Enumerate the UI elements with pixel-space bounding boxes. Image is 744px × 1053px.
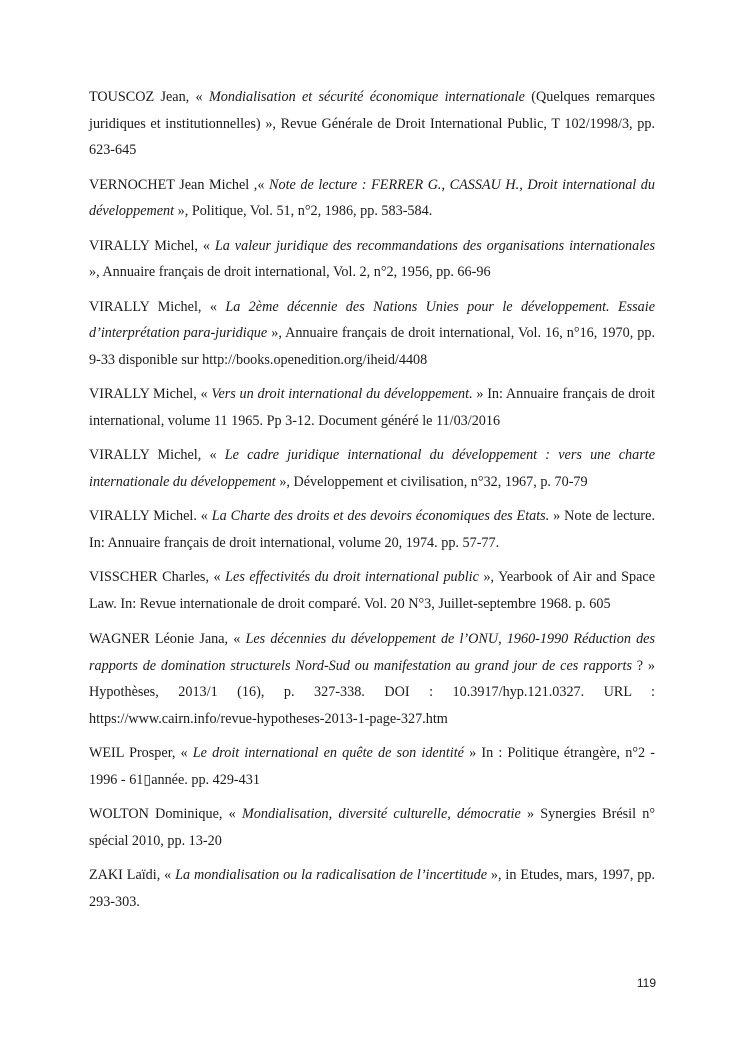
bibliography-entry [89,294,655,374]
entry-title: Les effectivités du droit international public [225,569,479,585]
entry-title: Vers un droit international du développement. [211,386,473,402]
entry-author: VIRALLY Michel, « [89,298,226,315]
entry-details: », in Etudes, mars, 1997, pp. 293-303. [89,867,655,910]
entry-details: », Annuaire français de droit international, Vol. 16, n°16, 1970, pp. 9-33 disponible sur http://books.openedition.org/iheid/4408 [89,325,655,368]
entry-author: WEIL Prosper, « [89,745,193,761]
entry-author: WAGNER Léonie Jana, « [89,631,246,647]
entry-author: WOLTON Dominique, « [89,806,242,822]
entry-details: », Annuaire français de droit international, Vol. 2, n°2, 1956, pp. 66-96 [89,264,491,280]
entry-title: Les décennies du développement de l’ONU, 1960-1990 Réduction des rapports de domination structurels Nord-Sud ou manifestation au grand jour de ces rapports [89,631,655,674]
bibliography-entry [89,172,655,225]
page-number: 119 [636,976,656,990]
entry-author: VIRALLY Michel. « [89,508,212,524]
entry-title: Mondialisation et sécurité économique internationale [208,89,525,105]
entry-title: Mondialisation, diversité culturelle, démocratie [241,806,521,822]
entry-details: » Note de lecture. In: Annuaire français de droit international, volume 20, 1974. pp. 57-77. [89,508,656,551]
bibliography-list [89,84,655,923]
entry-details: (Quelques remarques juridiques et institutionnelles) », Revue Générale de Droit International Public, T 102/1998/3, pp. 623-645 [89,89,655,158]
entry-title: Le droit international en quête de son identité [192,745,464,761]
entry-details: », Politique, Vol. 51, n°2, 1986, pp. 583-584. [174,203,433,219]
entry-title: La valeur juridique des recommandations des organisations internationales [214,237,655,254]
entry-author: TOUSCOZ Jean, « [89,89,209,105]
entry-title: La mondialisation ou la radicalisation de l’incertitude [175,867,487,883]
entry-author: VIRALLY Michel, « [89,237,215,254]
entry-details: » In: Annuaire français de droit international, volume 11 1965. Pp 3-12. Document généré le 11/03/2016 [89,386,656,429]
entry-author: VERNOCHET Jean Michel ,« [89,176,270,193]
entry-details: ? » Hypothèses, 2013/1 (16), p. 327-338. DOI : 10.3917/hyp.121.0327. URL : https://www.cairn.info/revue-hypotheses-2013-1-page-327.htm [89,657,655,727]
bibliography-entry [89,564,655,617]
bibliography-entry [89,503,655,556]
entry-author: ZAKI Laïdi, « [89,867,176,883]
entry-author: VIRALLY Michel, « [89,386,212,402]
bibliography-entry [89,740,655,793]
entry-author: VISSCHER Charles, « [89,569,226,585]
entry-details: » In : Politique étrangère, n°2 - 1996 - 61▯année. pp. 429-431 [89,745,655,788]
entry-author: VIRALLY Michel, « [89,447,225,463]
bibliography-entry [89,626,655,732]
bibliography-entry [89,233,655,286]
entry-title: La Charte des droits et des devoirs économiques des Etats. [211,508,550,524]
bibliography-entry [89,84,655,164]
entry-details: », Yearbook of Air and Space Law. In: Revue internationale de droit comparé. Vol. 20 N°3, Juillet-septembre 1968. p. 605 [89,569,655,612]
entry-details: » Synergies Brésil n° spécial 2010, pp. 13-20 [89,806,655,849]
entry-title: Le cadre juridique international du développement : vers une charte internationale du développement [89,447,655,490]
bibliography-entry [89,442,655,495]
bibliography-entry [89,381,655,434]
entry-title: Note de lecture : FERRER G., CASSAU H., Droit international du développement [89,176,655,219]
entry-details: », Développement et civilisation, n°32, 1967, p. 70-79 [275,473,588,490]
entry-title: La 2ème décennie des Nations Unies pour le développement. Essaie d’interprétation para-juridique [89,298,656,341]
bibliography-entry [89,801,655,854]
bibliography-entry [89,862,655,915]
